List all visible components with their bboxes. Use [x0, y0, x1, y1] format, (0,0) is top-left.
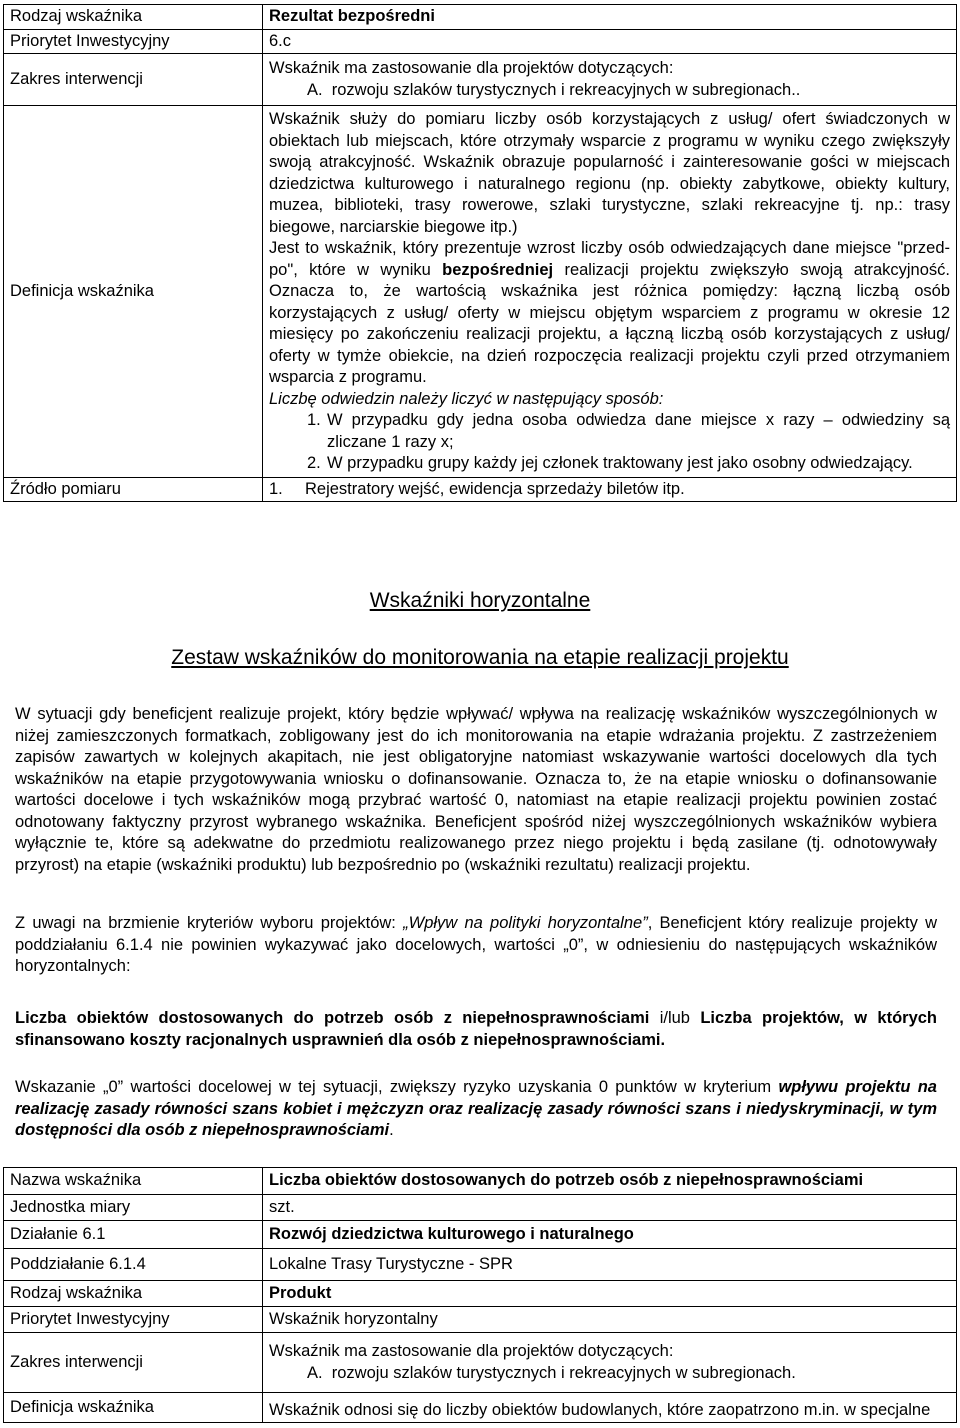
table-row: [4, 5, 957, 30]
definition-bold: bezpośredniej: [442, 260, 554, 279]
row-value: Lokalne Trasy Turystyczne - SPR: [263, 1249, 957, 1281]
row-label: Nazwa wskaźnika: [4, 1168, 263, 1195]
row-value: [263, 477, 957, 502]
definition-paragraph: Wskaźnik służy do pomiaru liczby osób korzystających z usług/ ofert świadczonych w obiektach lub miejscach, które otrzymały wsparcie z programu w wyniku czego zwiększyły swoją atrakcyjność. Wskaźnik obrazuje popularność i zainteresowanie gości w miejscach dziedzictwa kulturowego i naturalnego regionu (np. obiekty zabytkowe, obiekty kultury, muzea, biblioteki, trasy rowerowe, szlaki turystyczne, szlaki rekreacyjne tj. np.: trasy biegowe, narciarskie biegowe itp.): [269, 110, 950, 236]
row-value: Produkt: [263, 1281, 957, 1307]
scope-item: [269, 80, 950, 102]
table-row: [4, 1168, 957, 1195]
table-row: [4, 1221, 957, 1249]
definition-paragraph: [269, 238, 950, 389]
paragraph-italic: „Wpływ na polityki horyzontalne”: [403, 914, 648, 932]
row-value: [263, 1333, 957, 1393]
paragraph-3: [15, 1008, 937, 1051]
section-subheading: [0, 647, 960, 669]
scope-text: rozwoju szlaków turystycznych i rekreacyjnych w subregionach..: [331, 80, 801, 99]
paragraph-text: , Beneficjent który realizuje projekty w poddziałaniu 6.1.4 nie powinien wykazywać jako docelowych, wartości „0”, w odniesieniu do następujących wskaźników horyzontalnych:: [15, 914, 938, 975]
row-value: Liczba obiektów dostosowanych do potrzeb osób z niepełnosprawnościami: [263, 1168, 957, 1195]
paragraph-4: [15, 1077, 937, 1142]
definition-text: Jest to wskaźnik, który prezentuje wzrost liczby osób odwiedzających dane miejsce "przed-po", które w wyniku: [269, 239, 950, 279]
row-label: Źródło pomiaru: [4, 477, 263, 502]
list-number: 2.: [307, 454, 321, 472]
table-row: [4, 1195, 957, 1221]
list-text: W przypadku grupy każdy jej członek traktowany jest jako osobny odwiedzający.: [327, 454, 913, 472]
row-label: Definicja wskaźnika: [4, 106, 263, 478]
indicator-name-bold: Liczba obiektów dostosowanych do potrzeb osób z niepełnosprawnościami: [15, 1009, 650, 1027]
subheading-text: Zestaw wskaźników do monitorowania na etapie realizacji projektu: [171, 646, 789, 669]
table-row: [4, 1393, 957, 1423]
row-value: [263, 54, 957, 106]
paragraph-text: Z uwagi na brzmienie kryteriów wyboru projektów:: [15, 914, 404, 932]
row-value: 6.c: [263, 29, 957, 54]
row-label: Zakres interwencji: [4, 54, 263, 106]
scope-intro: Wskaźnik ma zastosowanie dla projektów dotyczących:: [269, 59, 674, 77]
table-row: [4, 1281, 957, 1307]
source-text: Rejestratory wejść, ewidencja sprzedaży biletów itp.: [305, 479, 685, 498]
table-row: [4, 106, 957, 478]
indicator-table-bottom: [3, 1167, 957, 1423]
paragraph-1: W sytuacji gdy beneficjent realizuje projekt, który będzie wpływać/ wpływa na realizację wskaźników wyszczególnionych w niżej zamieszczonych formatkach, zobligowany jest do ich monitorowania na etapie wdrażania projektu. Z zastrzeżeniem zapisów zawartych w kolejnych akapitach, nie jest obligatoryjne natomiast wskazywanie wartości docelowych dla tych wskaźników na etapie przygotowywania wniosku o dofinansowanie. Oznacza to, że na etapie wniosku o dofinansowanie wartości docelowe i tych wskaźników mogą przybrać wartość 0, natomiast na etapie realizacji projektu powinien zostać odnotowany faktyczny przyrost wybranego wskaźnika. Beneficjent spośród niżej wyszczególnionych wskaźników wybiera wyłącznie te, które są adekwatne do przedmiotu realizowanego przez niego projektu i będą zasilane (tj. odnotowywały przyrost) na etapie (wskaźniki produktu) lub bezpośrednio po (wskaźniki rezultatu) realizacji projektu.: [15, 705, 937, 874]
row-value: Wskaźnik horyzontalny: [263, 1307, 957, 1333]
list-number: 1.: [307, 411, 321, 429]
table-row: [4, 1333, 957, 1393]
table-row: [4, 1307, 957, 1333]
list-text: W przypadku gdy jedna osoba odwiedza dane miejsce x razy – odwiedziny są zliczane 1 razy x;: [327, 411, 950, 451]
list-number: 1.: [269, 479, 283, 498]
scope-text: rozwoju szlaków turystycznych i rekreacyjnych w subregionach.: [331, 1363, 796, 1382]
scope-letter: A.: [307, 1363, 323, 1382]
row-value: Rezultat bezpośredni: [263, 5, 957, 30]
indicator-table-top: [3, 4, 957, 502]
section-heading: [0, 590, 960, 612]
scope-item: [269, 1363, 950, 1385]
row-value: szt.: [263, 1195, 957, 1221]
table-row: [4, 54, 957, 106]
paragraph-2: [15, 913, 937, 978]
paragraph-text: i/lub: [649, 1009, 701, 1027]
table-row: [4, 29, 957, 54]
row-label: Jednostka miary: [4, 1195, 263, 1221]
definition-list: [269, 410, 950, 475]
row-label: Rodzaj wskaźnika: [4, 5, 263, 30]
indicator-name-bold: Liczba projektów, w których sfinansowano koszty racjonalnych usprawnień dla osób z niepełnosprawnościami.: [15, 1009, 938, 1049]
scope-intro: Wskaźnik ma zastosowanie dla projektów dotyczących:: [269, 1342, 674, 1360]
table-row: [4, 477, 957, 502]
row-label: Działanie 6.1: [4, 1221, 263, 1249]
paragraph-text: .: [389, 1121, 394, 1139]
row-label: Rodzaj wskaźnika: [4, 1281, 263, 1307]
heading-text: Wskaźniki horyzontalne: [369, 589, 591, 612]
row-value: Rozwój dziedzictwa kulturowego i naturalnego: [263, 1221, 957, 1249]
criterion-bold-italic: wpływu projektu na realizację zasady równości szans kobiet i mężczyzn oraz realizację zasady równości szans i niedyskryminacji, w tym dostępności dla osób z niepełnosprawnościami: [15, 1078, 937, 1139]
row-label: Definicja wskaźnika: [4, 1393, 263, 1423]
definition-text: realizacji projektu zwiększyło swoją atrakcyjność. Oznacza to, że wartością wskaźnika jest różnica pomiędzy: łączną liczbą osób korzystających z usług/ oferty w miejscu objętym wsparciem z programu w okresie 12 miesięcy po zakończeniu realizacji projektu, a łączną liczbą osób korzystających z usług/ oferty w tymże obiekcie, na dzień rozpoczęcia realizacji projektu czyli przed otrzymaniem wsparcia z programu.: [269, 260, 950, 386]
row-label: Priorytet Inwestycyjny: [4, 1307, 263, 1333]
list-item: [269, 410, 950, 453]
table-row: [4, 1249, 957, 1281]
scope-letter: A.: [307, 80, 323, 99]
row-label: Poddziałanie 6.1.4: [4, 1249, 263, 1281]
list-item: [269, 453, 950, 475]
definition-note: Liczbę odwiedzin należy liczyć w następujący sposób:: [269, 389, 664, 408]
row-value: Wskaźnik odnosi się do liczby obiektów budowlanych, które zaopatrzono m.in. w specjalne: [263, 1393, 957, 1423]
row-label: Zakres interwencji: [4, 1333, 263, 1393]
definition-cell: [263, 106, 957, 478]
paragraph-text: Wskazanie „0” wartości docelowej w tej sytuacji, zwiększy ryzyko uzyskania 0 punktów w kryterium: [15, 1078, 779, 1096]
row-label: Priorytet Inwestycyjny: [4, 29, 263, 54]
